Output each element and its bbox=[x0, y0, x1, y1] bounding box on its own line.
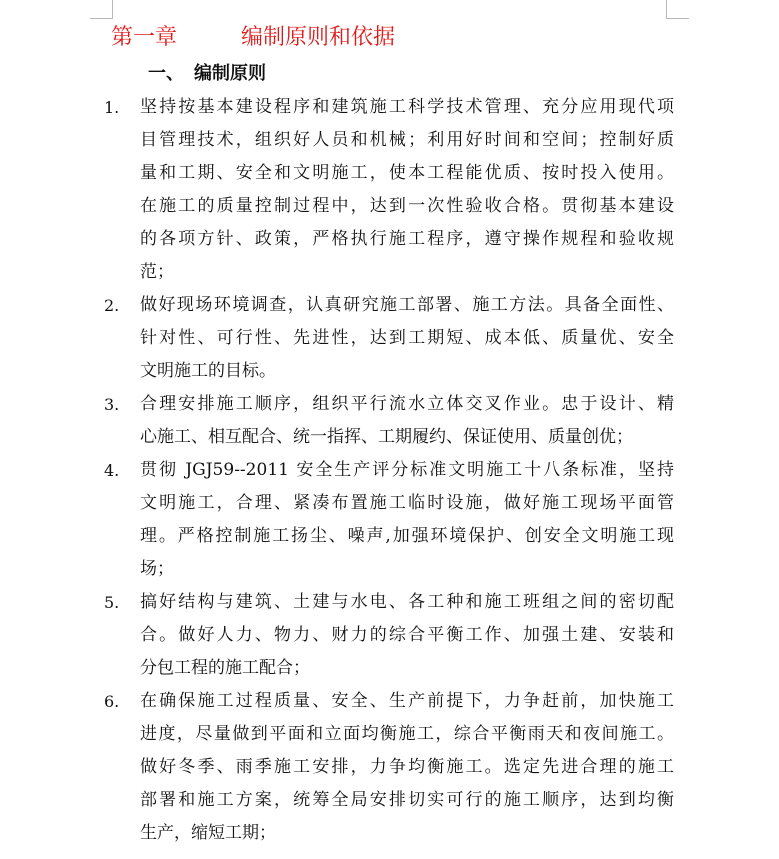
list-item-text-line: 心施工、相互配合、统一指挥、工期履约、保证使用、质量创优； bbox=[140, 427, 633, 447]
list-item-number: 5. bbox=[104, 593, 120, 612]
list-item-text-line: 在施工的质量控制过程中，达到一次性验收合格。贯彻基本建设 bbox=[140, 196, 674, 216]
section-heading bbox=[148, 60, 266, 88]
margin-corner-mark-left bbox=[90, 0, 113, 19]
section-index: 一、 bbox=[148, 63, 184, 84]
list-item-text-line: 场； bbox=[140, 559, 174, 579]
list-item-text-line: 目管理技术，组织好人员和机械；利用好时间和空间；控制好质 bbox=[140, 130, 674, 150]
list-item-text-line: 搞好结构与建筑、土建与水电、各工种和施工班组之间的密切配 bbox=[140, 592, 674, 612]
list-item-text-line: 做好现场环境调查，认真研究施工部署、施工方法。具备全面性、 bbox=[140, 295, 674, 315]
list-item-text-line: 贯彻 JGJ59--2011 安全生产评分标准文明施工十八条标准，坚持 bbox=[140, 460, 674, 480]
list-item-text-line: 理。严格控制施工扬尘、噪声,加强环境保护、创安全文明施工现 bbox=[140, 526, 674, 546]
list-item-number: 6. bbox=[104, 692, 120, 711]
list-item bbox=[104, 289, 674, 388]
list-item-number: 1. bbox=[104, 98, 120, 117]
list-item-text-line: 分包工程的施工配合； bbox=[140, 658, 310, 678]
list-item-text-line: 合理安排施工顺序，组织平行流水立体交叉作业。忠于设计、精 bbox=[140, 394, 674, 414]
list-item-text-line: 范； bbox=[140, 262, 174, 282]
list-item-number: 3. bbox=[104, 395, 120, 414]
list-item-text-line: 的各项方针、政策，严格执行施工程序，遵守操作规程和验收规 bbox=[140, 229, 674, 249]
list-item-number: 4. bbox=[104, 461, 120, 480]
list-item-text-line: 合。做好人力、物力、财力的综合平衡工作、加强土建、安装和 bbox=[140, 625, 674, 645]
list-item bbox=[104, 388, 674, 454]
list-item-text-line: 生产，缩短工期； bbox=[140, 823, 276, 843]
list-item-text-line: 在确保施工过程质量、安全、生产前提下，力争赶前，加快施工 bbox=[140, 691, 674, 711]
list-item bbox=[104, 454, 674, 586]
list-item-text-line: 坚持按基本建设程序和建筑施工科学技术管理、充分应用现代项 bbox=[140, 97, 674, 117]
list-item-text-line: 做好冬季、雨季施工安排，力争均衡施工。选定先进合理的施工 bbox=[140, 757, 674, 777]
list-item-text-line: 进度，尽量做到平面和立面均衡施工，综合平衡雨天和夜间施工。 bbox=[140, 724, 674, 744]
chapter-heading bbox=[111, 22, 395, 54]
chapter-number: 第一章 bbox=[111, 25, 178, 50]
chapter-title: 编制原则和依据 bbox=[241, 25, 396, 50]
section-title: 编制原则 bbox=[194, 63, 266, 84]
list-item-text-line: 部署和施工方案，统筹全局安排切实可行的施工顺序，达到均衡 bbox=[140, 790, 674, 810]
list-item bbox=[104, 685, 674, 850]
list-item bbox=[104, 586, 674, 685]
margin-corner-mark-right bbox=[666, 0, 689, 19]
list-item-text-line: 量和工期、安全和文明施工，使本工程能优质、按时投入使用。 bbox=[140, 163, 674, 183]
list-item-text-line: 针对性、可行性、先进性，达到工期短、成本低、质量优、安全 bbox=[140, 328, 674, 348]
list-item bbox=[104, 91, 674, 289]
list-item-text-line: 文明施工的目标。 bbox=[140, 361, 276, 381]
list-item-number: 2. bbox=[104, 296, 120, 315]
principle-list bbox=[104, 91, 674, 850]
list-item-text-line: 文明施工，合理、紧凑布置施工临时设施，做好施工现场平面管 bbox=[140, 493, 674, 513]
